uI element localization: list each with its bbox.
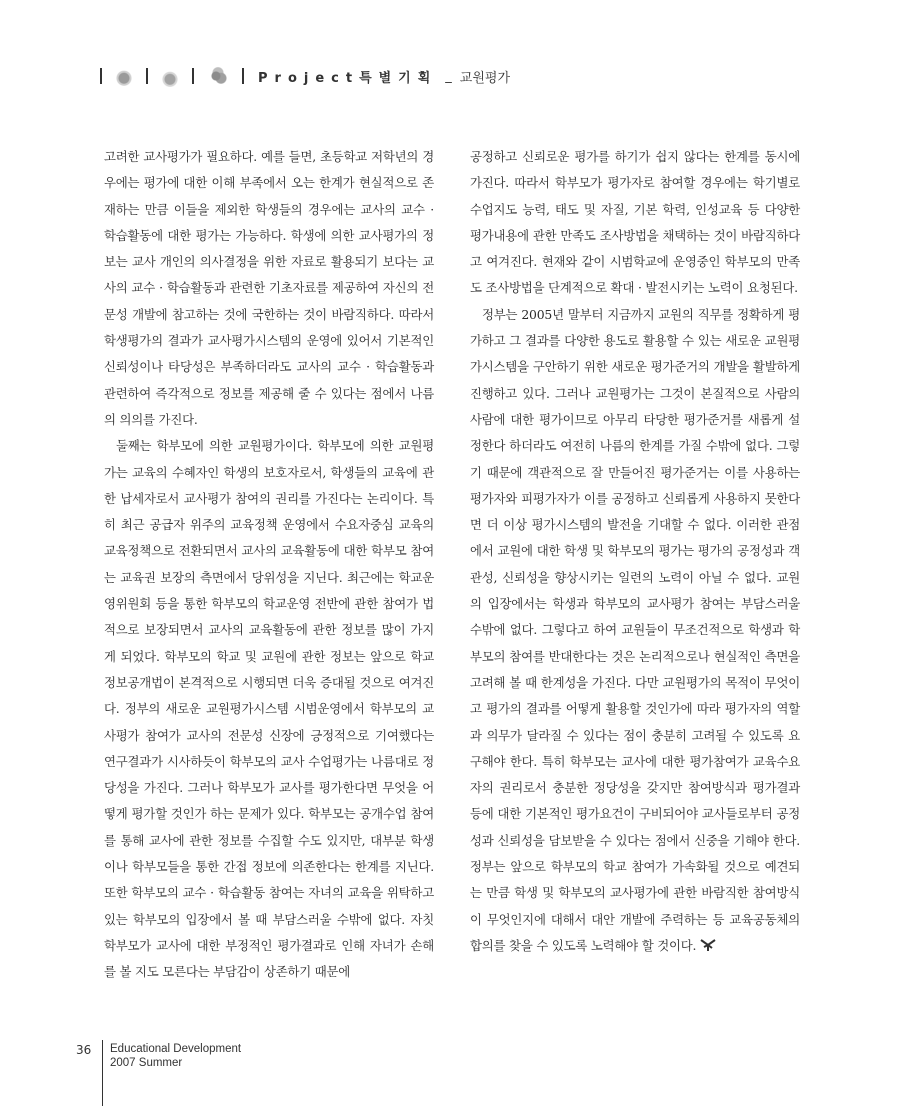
- section-separator: _: [445, 68, 452, 84]
- header-divider: [100, 68, 102, 84]
- right-column: [470, 144, 800, 959]
- running-header: [100, 64, 510, 88]
- header-divider: [242, 68, 244, 84]
- end-of-article-icon: [700, 938, 716, 952]
- header-divider: [192, 68, 194, 84]
- footer-divider: [102, 1040, 103, 1106]
- publication-title: Educational Development: [110, 1043, 242, 1055]
- page-number: 36: [76, 1043, 92, 1057]
- body-paragraph: [470, 302, 800, 959]
- body-paragraph-text: 정부는 2005년 말부터 지금까지 교원의 직무를 정확하게 평가하고 그 결과를 다양한 용도로 활용할 수 있는 새로운 교원평가시스템을 구안하기 위한 새로운 평가준거의 개발을 활발하게 진행하고 있다. 그러나 교원평가는 그것이 본질적으로 사람의 사람에 대한 평가이므로 아무리 타당한 평가준거를 새롭게 설정한다 하더라도 여전히 나름의 한계를 가질 수밖에 없다. 그렇기 때문에 객관적으로 잘 만들어진 평가준거는 이를 사용하는 평가자와 피평가자가 이를 공정하고 신뢰롭게 사용하지 못한다면 더 이상 평가시스템의 발전을 기대할 수 없다. 이러한 관점에서 교원에 대한 학생 및 학부모의 평가는 평가의 공정성과 객관성, 신뢰성을 향상시키는 일련의 노력이 아닐 수 없다. 교원의 입장에서는 학생과 학부모의 교사평가 참여는 부담스러울 수밖에 없다. 그렇다고 하여 교원들이 무조건적으로 학생과 학부모의 참여를 반대한다는 것은 논리적으로나 현실적인 측면을 고려해 볼 때 한계성을 가진다. 다만 교원평가의 목적이 무엇이고 평가의 결과를 어떻게 활용할 것인가에 따라 평가자의 역할과 의무가 달라질 수 있다는 점이 충분히 고려될 수 있도록 요구해야 한다. 특히 학부모는 교사에 대한 평가참여가 교육수요자의 권리로서 충분한 정당성을 갖지만 참여방식과 평가결과 등에 대한 기본적인 평가요건이 구비되어야 교사들로부터 공정성과 신뢰성을 담보받을 수 있다는 점에서 신중을 기해야 한다. 정부는 앞으로 학부모의 학교 참여가 가속화될 것으로 예견되는 만큼 학생 및 학부모의 교사평가에 관한 바람직한 참여방식이 무엇인지에 대해서 대안 개발에 주력하는 등 교육공동체의 합의를 찾을 수 있도록 노력해야 할 것이다.: [470, 306, 800, 953]
- header-divider: [146, 68, 148, 84]
- flower-thumbnail-icon: [208, 65, 228, 87]
- bottle-thumbnail-icon: [162, 65, 178, 87]
- body-paragraph: 공정하고 신뢰로운 평가를 하기가 쉽지 않다는 한계를 동시에 가진다. 따라서 학부모가 평가자로 참여할 경우에는 학기별로 수업지도 능력, 태도 및 자질, 기본 학력, 인성교육 등 다양한 평가내용에 관한 만족도 조사방법을 채택하는 것이 바람직하다고 여겨진다. 현재와 같이 시범학교에 운영중인 학부모의 만족도 조사방법을 단계적으로 확대 · 발전시키는 노력이 요청된다.: [470, 149, 800, 296]
- body-paragraph: 고려한 교사평가가 필요하다. 예를 들면, 초등학교 저학년의 경우에는 평가에 대한 이해 부족에서 오는 한계가 현실적으로 존재하는 만큼 이들을 제외한 학생들의 경우에는 교사의 교수 · 학습활동에 대한 평가는 가능하다. 학생에 의한 교사평가의 정보는 교사 개인의 의사결정을 위한 자료로 활용되기 보다는 교사의 교수 · 학습활동과 관련한 기초자료를 제공하여 자신의 전문성 개발에 참고하는 것에 국한하는 것이 바람직하다. 따라서 학생평가의 결과가 교사평가시스템의 운영에 있어서 기본적인 신뢰성이나 타당성은 부족하더라도 교사의 교수 · 학습활동과 관련하여 즉각적으로 정보를 제공해 줄 수 있다는 점에서 나름의 의의를 가진다.: [104, 149, 434, 427]
- body-paragraph: 둘째는 학부모에 의한 교원평가이다. 학부모에 의한 교원평가는 교육의 수혜자인 학생의 보호자로서, 학생들의 교육에 관한 납세자로서 교사평가 참여의 권리를 가진다는 논리이다. 특히 최근 공급자 위주의 교육정책 운영에서 수요자중심 교육의 교육정책으로 전환되면서 교사의 교육활동에 대한 학부모 참여는 교육권 보장의 측면에서 당위성을 지닌다. 최근에는 학교운영위원회 등을 통한 학부모의 학교운영 전반에 관한 참여가 법적으로 보장되면서 교사의 교육활동에 관한 정보를 많이 가지게 되었다. 학부모의 학교 및 교원에 관한 정보는 앞으로 학교정보공개법이 본격적으로 시행되면 더욱 증대될 것으로 여겨진다. 정부의 새로운 교원평가시스템 시범운영에서 학부모의 교사평가 참여가 교사의 전문성 신장에 긍정적으로 기여했다는 연구결과가 시사하듯이 학부모의 교사 수업평가는 나름대로 정당성을 가진다. 그러나 학부모가 교사를 평가한다면 무엇을 어떻게 평가할 것인가 하는 문제가 있다. 학부모는 공개수업 참여를 통해 교사에 관한 정보를 수집할 수도 있지만, 대부분 학생이나 학부모들을 통한 간접 정보에 의존한다는 한계를 지닌다. 또한 학부모의 교수 · 학습활동 참여는 자녀의 교육을 위탁하고 있는 학부모의 입장에서 볼 때 부담스러울 수밖에 없다. 자칫 학부모가 교사에 대한 부정적인 평가결과로 인해 자녀가 손해를 볼 지도 모른다는 부담감이 상존하기 때문에: [104, 438, 434, 980]
- left-column: [104, 144, 434, 986]
- publication-info: [110, 1042, 241, 1070]
- vase-thumbnail-icon: [116, 65, 132, 87]
- section-subtitle: 교원평가: [459, 70, 511, 86]
- publication-issue: 2007 Summer: [110, 1057, 183, 1069]
- section-title: Project특별기획: [258, 70, 438, 86]
